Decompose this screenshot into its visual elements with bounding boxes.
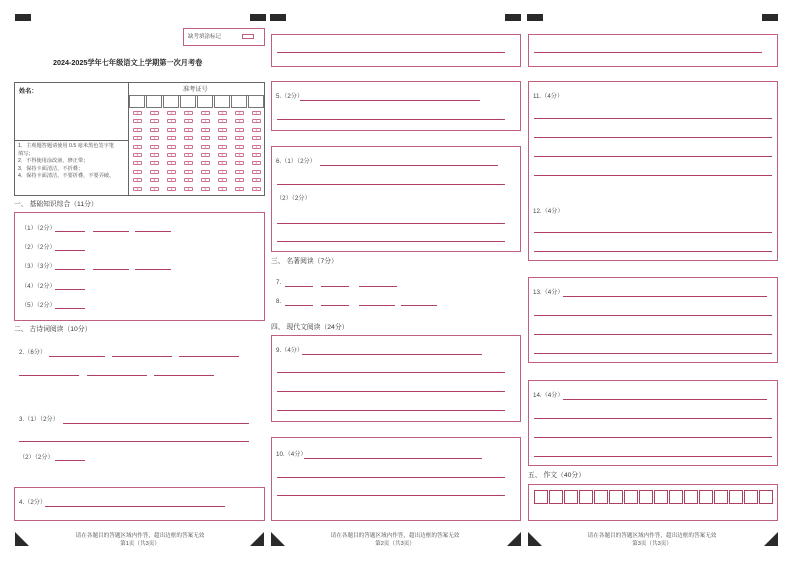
q4-label: 4.（2分） (19, 499, 47, 506)
q1-4-label: （4）（2分） (21, 283, 56, 290)
answer-line (154, 375, 214, 376)
answer-line (321, 305, 349, 306)
ticket-bubble[interactable]: 5 (235, 153, 244, 157)
answer-line (320, 165, 498, 166)
ticket-bubble[interactable]: 2 (133, 128, 142, 132)
ticket-bubble[interactable]: 9 (133, 187, 142, 191)
answer-line (55, 231, 85, 232)
essay-cell[interactable] (549, 490, 563, 504)
q1-2-label: （2）（2分） (21, 244, 56, 251)
answer-line (534, 52, 762, 53)
section-title-2: 二、 古诗词阅读（10分） (14, 326, 92, 333)
ticket-bubble[interactable]: 7 (201, 170, 210, 174)
ticket-bubble[interactable]: 9 (150, 187, 159, 191)
ticket-bubble[interactable]: 5 (184, 153, 193, 157)
answer-line (534, 456, 772, 457)
ticket-bubble[interactable]: 5 (201, 153, 210, 157)
footer-page-3: 第3页（共3页） (632, 541, 672, 547)
ticket-bubble[interactable]: 8 (201, 178, 210, 182)
q5-label: 5.（2分） (276, 93, 304, 100)
ticket-bubble[interactable]: 1 (133, 119, 142, 123)
ticket-bubble[interactable]: 2 (201, 128, 210, 132)
answer-line (302, 354, 482, 355)
answer-line (277, 410, 505, 411)
answer-line (277, 119, 505, 120)
answer-line (285, 305, 313, 306)
ticket-bubble[interactable]: 5 (167, 153, 176, 157)
ticket-bubble[interactable]: 9 (184, 187, 193, 191)
absent-mark-bubble[interactable] (242, 34, 254, 39)
answer-line (135, 231, 171, 232)
answer-line (534, 232, 772, 233)
answer-line (19, 375, 79, 376)
ticket-digit-cell (146, 95, 162, 108)
ticket-bubble[interactable]: 6 (201, 161, 210, 165)
ticket-digit-cell (129, 95, 145, 108)
answer-line (321, 286, 349, 287)
answer-line (534, 418, 772, 419)
essay-cell[interactable] (534, 490, 548, 504)
ticket-bubble[interactable]: 2 (252, 128, 261, 132)
answer-line (135, 269, 171, 270)
ticket-bubble[interactable]: 4 (150, 145, 159, 149)
answer-box-9[interactable] (271, 335, 521, 422)
answer-line (55, 250, 85, 251)
corner-triangle (250, 532, 264, 546)
divider-h (15, 140, 128, 141)
ticket-bubble[interactable]: 1 (184, 119, 193, 123)
q1-1-label: （1）（2分） (21, 225, 56, 232)
ticket-bubble[interactable]: 4 (167, 145, 176, 149)
q12-label: 12.（4分） (533, 208, 564, 215)
ticket-bubble[interactable]: 7 (167, 170, 176, 174)
instruction-line: 填写； (18, 150, 34, 157)
answer-line (534, 437, 772, 438)
corner-marker (762, 14, 778, 21)
answer-line (277, 477, 505, 478)
answer-line (534, 118, 772, 119)
ticket-bubble[interactable]: 8 (184, 178, 193, 182)
answer-area-7-8[interactable] (271, 270, 521, 312)
answer-box-13[interactable] (528, 277, 778, 363)
answer-box-11-12[interactable] (528, 81, 778, 261)
ticket-bubble[interactable]: 1 (218, 119, 227, 123)
ticket-bubble[interactable]: 6 (235, 161, 244, 165)
ticket-bubble[interactable]: 3 (252, 136, 261, 140)
ticket-bubble[interactable]: 1 (201, 119, 210, 123)
ticket-bubble[interactable]: 1 (235, 119, 244, 123)
essay-grid[interactable] (534, 490, 774, 506)
answer-box-continued-3[interactable] (528, 34, 778, 67)
corner-triangle (15, 532, 29, 546)
answer-line (534, 156, 772, 157)
section-title-4: 四、 现代文阅读（24分） (271, 324, 349, 331)
ticket-bubble[interactable]: 2 (184, 128, 193, 132)
ticket-digit-cell (214, 95, 230, 108)
essay-cell[interactable] (759, 490, 773, 504)
answer-line (563, 296, 767, 297)
footer-page-2: 第2页（共3页） (375, 541, 415, 547)
corner-triangle (507, 532, 521, 546)
ticket-bubble[interactable]: 4 (252, 145, 261, 149)
answer-line (359, 286, 397, 287)
answer-line (534, 175, 772, 176)
answer-line (179, 356, 239, 357)
ticket-digit-cell (163, 95, 179, 108)
q3-1-label: 3.（1）（2分） (19, 416, 59, 423)
answer-line (285, 286, 313, 287)
q1-3-label: （3）（3分） (21, 263, 56, 270)
ticket-bubble[interactable]: 3 (201, 136, 210, 140)
ticket-bubble[interactable]: 0 (150, 111, 159, 115)
answer-line (55, 269, 85, 270)
ticket-bubble[interactable]: 4 (218, 145, 227, 149)
answer-line (112, 356, 172, 357)
ticket-bubble[interactable]: 6 (133, 161, 142, 165)
answer-line (55, 289, 85, 290)
ticket-bubble[interactable]: 0 (235, 111, 244, 115)
ticket-bubble[interactable]: 4 (133, 145, 142, 149)
answer-line (277, 184, 505, 185)
answer-line (55, 460, 85, 461)
answer-box-10[interactable] (271, 437, 521, 521)
corner-marker (15, 14, 31, 21)
answer-line (534, 315, 772, 316)
ticket-number-grid[interactable] (129, 95, 265, 195)
ticket-bubble[interactable]: 0 (201, 111, 210, 115)
corner-marker (270, 14, 286, 21)
answer-line (277, 372, 505, 373)
answer-line (534, 137, 772, 138)
section-title-5: 五、 作文（40分） (528, 472, 586, 479)
answer-box-2[interactable] (14, 337, 265, 479)
q8-label: 8. (276, 298, 282, 305)
ticket-bubble[interactable]: 7 (235, 170, 244, 174)
ticket-bubble[interactable]: 0 (167, 111, 176, 115)
answer-line (93, 231, 129, 232)
ticket-bubble[interactable]: 1 (167, 119, 176, 123)
ticket-bubble[interactable]: 8 (150, 178, 159, 182)
ticket-bubble[interactable]: 9 (201, 187, 210, 191)
ticket-bubble[interactable]: 8 (235, 178, 244, 182)
absent-mark-label: 缺考填涂标记 (188, 34, 222, 40)
q3-2-label: （2）（2分） (19, 454, 54, 461)
essay-cell[interactable] (654, 490, 668, 504)
ticket-bubble[interactable]: 8 (167, 178, 176, 182)
answer-line (534, 334, 772, 335)
answer-box-14[interactable] (528, 380, 778, 466)
footer-page-1: 第1页（共3页） (120, 541, 160, 547)
answer-line (401, 305, 437, 306)
ticket-bubble[interactable]: 5 (218, 153, 227, 157)
ticket-number-label: 准考证号 (183, 86, 208, 93)
ticket-bubble[interactable]: 5 (133, 153, 142, 157)
q11-label: 11.（4分） (533, 93, 564, 100)
ticket-bubble[interactable]: 7 (252, 170, 261, 174)
q1-5-label: （5）（2分） (21, 302, 56, 309)
answer-line (277, 241, 505, 242)
answer-line (534, 353, 772, 354)
answer-line (55, 308, 85, 309)
q9-label: 9.（4分） (276, 347, 304, 354)
q13-label: 13.（4分） (533, 289, 564, 296)
ticket-bubble[interactable]: 0 (252, 111, 261, 115)
answer-box-6[interactable] (271, 146, 521, 252)
answer-line (93, 269, 129, 270)
absent-mark-box (183, 28, 265, 46)
essay-box[interactable] (528, 484, 778, 521)
answer-box-4[interactable] (14, 487, 265, 521)
essay-cell[interactable] (684, 490, 698, 504)
exam-title: 2024-2025学年七年级语文上学期第一次月考卷 (53, 58, 203, 67)
ticket-bubble[interactable]: 4 (201, 145, 210, 149)
ticket-bubble[interactable]: 3 (184, 136, 193, 140)
ticket-bubble[interactable]: 4 (184, 145, 193, 149)
ticket-bubble[interactable]: 8 (133, 178, 142, 182)
q14-label: 14.（4分） (533, 392, 564, 399)
answer-line (300, 100, 480, 101)
answer-box-continued[interactable] (271, 34, 521, 67)
ticket-bubble[interactable]: 6 (252, 161, 261, 165)
answer-line (359, 305, 395, 306)
instruction-line: 2．不得使用涂改液、修正带； (18, 158, 89, 164)
ticket-bubble[interactable]: 2 (167, 128, 176, 132)
instruction-line: 3．保持卡面清洁、不折叠； (18, 165, 84, 172)
answer-line (277, 495, 505, 496)
ticket-bubble[interactable]: 9 (235, 187, 244, 191)
ticket-bubble[interactable]: 6 (150, 161, 159, 165)
answer-line (63, 423, 249, 424)
essay-cell[interactable] (564, 490, 578, 504)
answer-line (45, 506, 225, 507)
ticket-digit-cell (248, 95, 264, 108)
q10-label: 10.（4分） (276, 451, 307, 458)
answer-line (277, 391, 505, 392)
ticket-bubble[interactable]: 2 (235, 128, 244, 132)
ticket-bubble[interactable]: 7 (184, 170, 193, 174)
ticket-bubble[interactable]: 5 (252, 153, 261, 157)
q6-1-label: 6.（1）（2分） (276, 158, 316, 165)
ticket-bubble[interactable]: 7 (150, 170, 159, 174)
answer-line (277, 223, 505, 224)
ticket-bubble[interactable]: 6 (218, 161, 227, 165)
ticket-bubble[interactable]: 0 (218, 111, 227, 115)
ticket-bubble[interactable]: 2 (218, 128, 227, 132)
instruction-line: 1．主观题答题请使用 0.5 毫米黑色签字笔 (18, 143, 114, 149)
ticket-bubble[interactable]: 2 (150, 128, 159, 132)
essay-cell[interactable] (699, 490, 713, 504)
answer-line (277, 52, 505, 53)
essay-cell[interactable] (624, 490, 638, 504)
ticket-bubble[interactable]: 8 (218, 178, 227, 182)
footer-warning-2: 请在各题目的答题区域内作答，超出边框的答案无效 (330, 533, 460, 539)
corner-triangle (764, 532, 778, 546)
answer-line (19, 441, 249, 442)
essay-cell[interactable] (579, 490, 593, 504)
ticket-bubble[interactable]: 9 (252, 187, 261, 191)
q7-label: 7. (276, 279, 282, 286)
answer-box-1[interactable] (14, 212, 265, 321)
essay-cell[interactable] (744, 490, 758, 504)
ticket-digit-cell (231, 95, 247, 108)
corner-marker (250, 14, 266, 21)
ticket-bubble[interactable]: 3 (150, 136, 159, 140)
student-info-box (14, 82, 265, 196)
ticket-bubble[interactable]: 7 (133, 170, 142, 174)
essay-cell[interactable] (609, 490, 623, 504)
ticket-bubble[interactable]: 0 (184, 111, 193, 115)
corner-marker (527, 14, 543, 21)
q2-label: 2.（6分） (19, 349, 47, 356)
ticket-bubble[interactable]: 3 (133, 136, 142, 140)
answer-line (87, 375, 147, 376)
q6-2-label: （2）（2分） (276, 195, 311, 202)
ticket-bubble[interactable]: 0 (133, 111, 142, 115)
ticket-digit-cell (197, 95, 213, 108)
ticket-bubble[interactable]: 9 (167, 187, 176, 191)
ticket-bubble[interactable]: 9 (218, 187, 227, 191)
footer-warning-1: 请在各题目的答题区域内作答，超出边框的答案无效 (75, 533, 205, 539)
corner-triangle (528, 532, 542, 546)
ticket-bubble[interactable]: 6 (184, 161, 193, 165)
answer-line (49, 356, 105, 357)
answer-line (534, 251, 772, 252)
ticket-bubble[interactable]: 3 (235, 136, 244, 140)
ticket-bubble[interactable]: 4 (235, 145, 244, 149)
ticket-bubble[interactable]: 1 (252, 119, 261, 123)
instructions (18, 143, 114, 181)
ticket-bubble[interactable]: 3 (218, 136, 227, 140)
ticket-bubble[interactable]: 5 (150, 153, 159, 157)
ticket-bubble[interactable]: 1 (150, 119, 159, 123)
name-label: 姓名： (19, 88, 38, 95)
ticket-bubble[interactable]: 6 (167, 161, 176, 165)
ticket-bubble[interactable]: 8 (252, 178, 261, 182)
ticket-bubble[interactable]: 3 (167, 136, 176, 140)
answer-line (304, 458, 482, 459)
essay-cell[interactable] (669, 490, 683, 504)
essay-cell[interactable] (729, 490, 743, 504)
corner-triangle (271, 532, 285, 546)
section-title-1: 一、 基础知识综合（11分） (14, 201, 98, 208)
corner-marker (505, 14, 521, 21)
essay-cell[interactable] (714, 490, 728, 504)
section-title-3: 三、 名著阅读（7分） (271, 258, 338, 265)
answer-line (563, 399, 767, 400)
ticket-bubble[interactable]: 7 (218, 170, 227, 174)
answer-box-5[interactable] (271, 81, 521, 131)
footer-warning-3: 请在各题目的答题区域内作答，超出边框的答案无效 (587, 533, 717, 539)
essay-cell[interactable] (639, 490, 653, 504)
essay-cell[interactable] (594, 490, 608, 504)
instruction-line: 4．保持卡面清洁，不要折叠，不要弄破。 (18, 173, 115, 179)
ticket-digit-cell (180, 95, 196, 108)
